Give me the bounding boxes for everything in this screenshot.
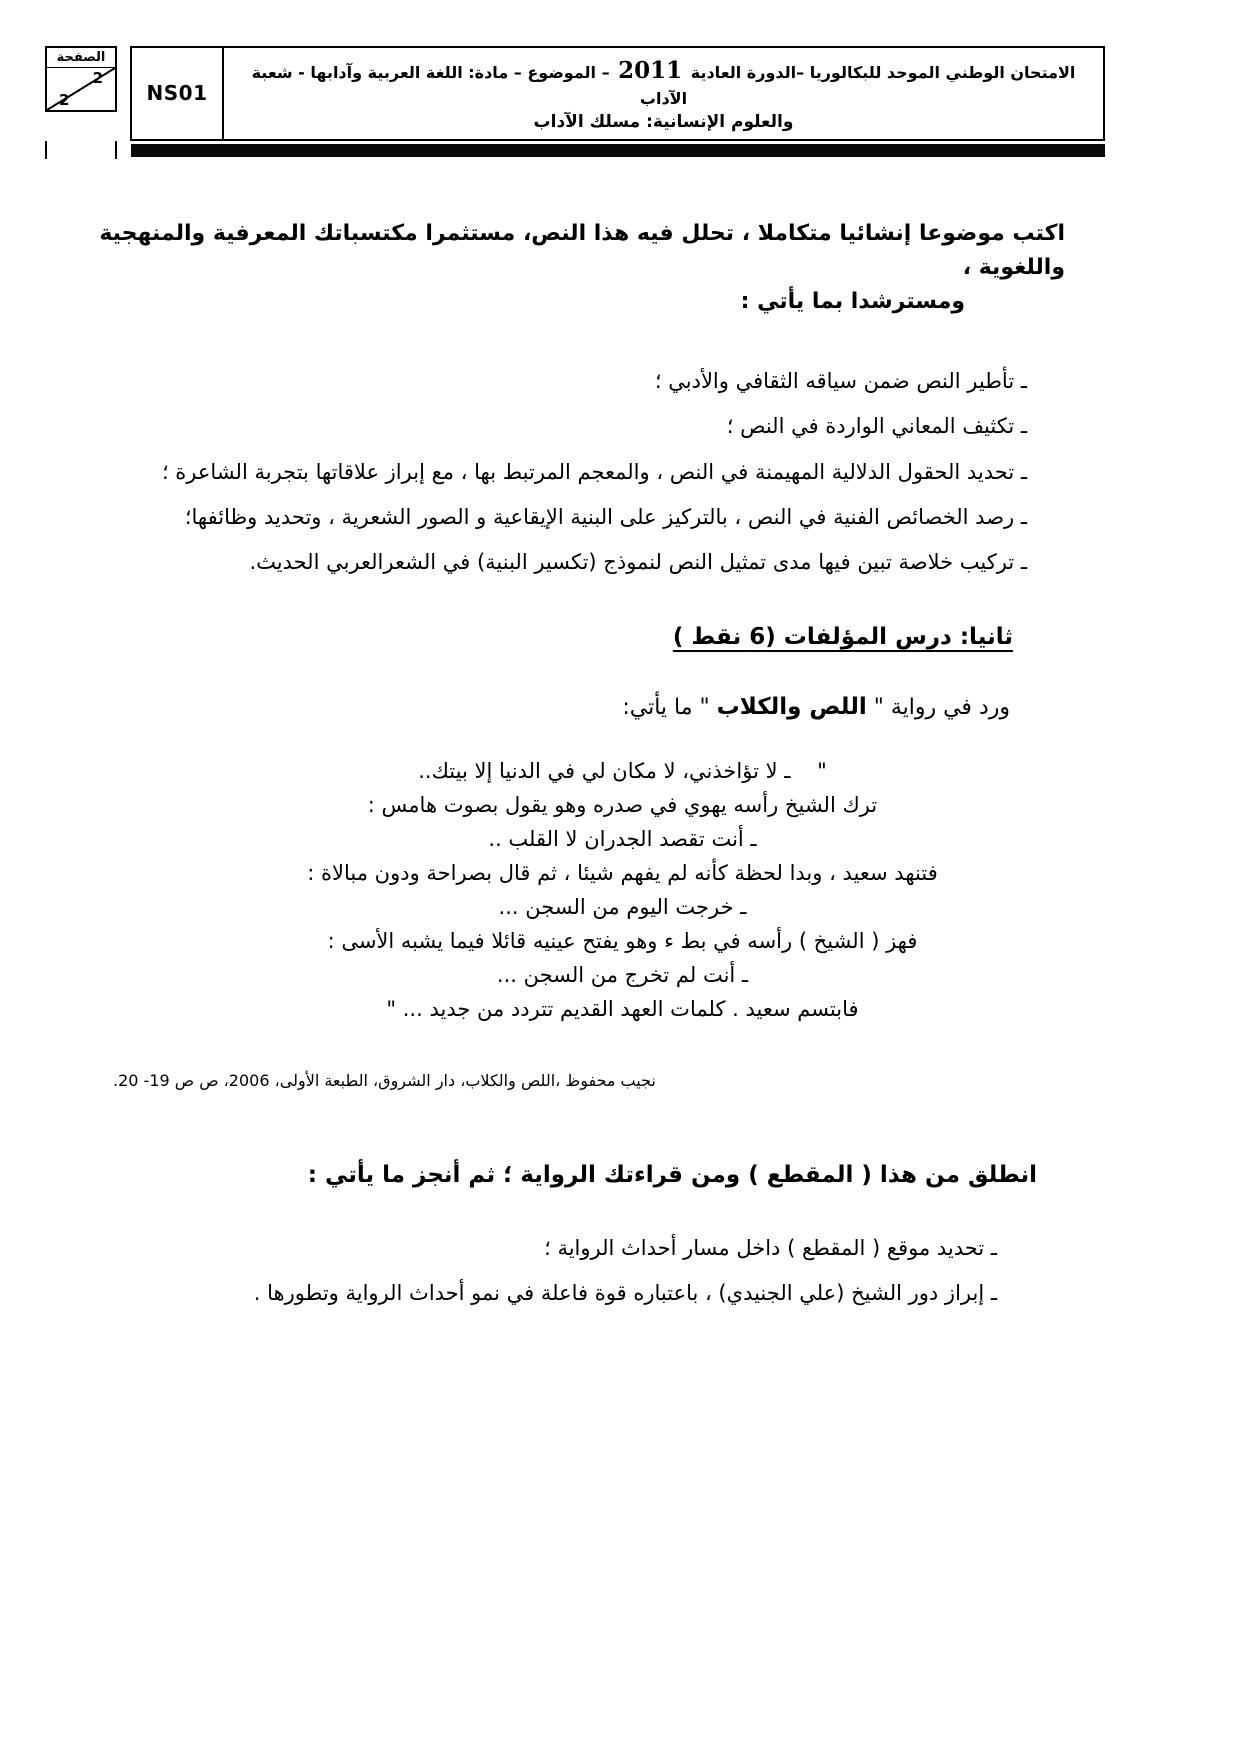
list-item: ـ إبراز دور الشيخ (علي الجنيدي) ، باعتباره قوة فاعلة في نمو أحداث الرواية وتطورها . — [253, 1281, 997, 1306]
lead-post: " ما يأتي: — [622, 694, 717, 720]
page-box-tail-line — [45, 141, 47, 159]
list-item: ـ تركيب خلاصة تبين فيها مدى تمثيل النص لنموذج (تكسير البنية) في الشعرالعربي الحديث. — [249, 550, 1027, 575]
guidelines-list — [45, 367, 1105, 578]
novel-lead — [45, 694, 1010, 720]
novel-title: اللص والكلاب — [716, 693, 867, 720]
exam-title-line1 — [232, 54, 1095, 111]
source-citation: نجيب محفوظ ،اللص والكلاب، دار الشروق، الطبعة الأولى، 2006، ص ص 19- 20. — [113, 1070, 656, 1090]
essay-prompt-line2: ومسترشدا بما يأتي : — [740, 288, 965, 314]
page-fraction — [47, 68, 115, 110]
exam-title-line2: والعلوم الإنسانية: مسلك الآداب — [533, 111, 794, 132]
page-number-box — [45, 46, 117, 112]
list-item: ـ رصد الخصائص الفنية في النص ، بالتركيز على البنية الإيقاعية و الصور الشعرية ، وتحديد وظائفها؛ — [184, 504, 1027, 529]
list-item: ـ تكثيف المعاني الواردة في النص ؛ — [726, 414, 1027, 439]
exam-code: NS01 — [132, 48, 224, 139]
list-item: ـ تحديد موقع ( المقطع ) داخل مسار أحداث الرواية ؛ — [544, 1235, 997, 1260]
exam-year: 2011 — [618, 57, 683, 84]
lead-pre: ورد في رواية " — [866, 694, 1010, 720]
list-item: ـ تأطير النص ضمن سياقه الثقافي والأدبي ؛ — [654, 368, 1027, 393]
quote-line: " ـ لا تؤاخذني، لا مكان لي في الدنيا إلا بيتك.. — [418, 758, 827, 783]
exam-header — [45, 46, 1105, 141]
quote-line: ترك الشيخ رأسه يهوي في صدره وهو يقول بصوت هامس : — [367, 792, 878, 817]
tasks-list — [45, 1234, 1105, 1309]
exam-title-pre: الامتحان الوطني الموحد للبكالوريا –الدورة العادية — [685, 63, 1076, 82]
page-box-label: الصفحة — [47, 48, 115, 68]
quote-line: ـ أنت تقصد الجدران لا القلب .. — [488, 826, 757, 851]
page-current: 2 — [92, 69, 103, 87]
page-box-tail-line — [115, 141, 117, 159]
section-heading: ثانيا: درس المؤلفات (6 نقط ) — [672, 623, 1013, 650]
page-total: 2 — [59, 91, 70, 109]
novel-excerpt — [195, 754, 1050, 1026]
exam-header-box — [130, 46, 1105, 141]
exam-title-box — [224, 48, 1103, 139]
task-heading: انطلق من هذا ( المقطع ) ومن قراءتك الرواية ؛ ثم أنجز ما يأتي : — [307, 1161, 1037, 1188]
essay-prompt — [45, 217, 1105, 319]
quote-line: فهز ( الشيخ ) رأسه في بط ء وهو يفتح عينيه قائلا فيما يشبه الأسى : — [327, 928, 918, 953]
quote-line: فتنهد سعيد ، وبدا لحظة كأنه لم يفهم شيئا ، ثم قال بصراحة ودون مبالاة : — [307, 860, 938, 885]
list-item: ـ تحديد الحقول الدلالية المهيمنة في النص ، والمعجم المرتبط بها ، مع إبراز علاقاتها بتجربة الشاعرة ؛ — [161, 459, 1027, 484]
essay-prompt-line1: اكتب موضوعا إنشائيا متكاملا ، تحلل فيه هذا النص، مستثمرا مكتسباتك المعرفية والمنهجية واللغوية ، — [99, 220, 1065, 280]
quote-line: فابتسم سعيد . كلمات العهد القديم تتردد من جديد ... " — [386, 996, 859, 1021]
exam-title-post: – الموضوع – مادة: اللغة العربية وآدابها - شعبة الآداب — [251, 63, 688, 109]
quote-line: ـ أنت لم تخرج من السجن ... — [496, 962, 749, 987]
quote-line: ـ خرجت اليوم من السجن ... — [498, 894, 747, 919]
header-divider — [131, 144, 1105, 157]
